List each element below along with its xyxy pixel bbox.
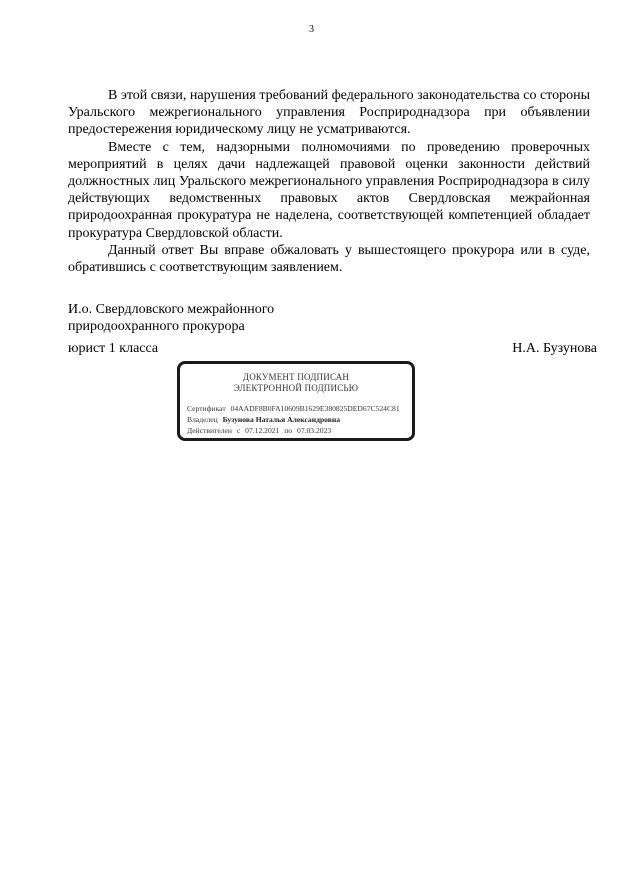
body-paragraph: Данный ответ Вы вправе обжаловать у вышестоящего прокурора или в суде, обратившись с соответствующим заявлением.	[68, 242, 590, 276]
signatory-title	[68, 302, 274, 335]
valid-to: 07.03.2023	[297, 426, 332, 435]
stamp-certificate-row	[187, 403, 412, 414]
certificate-value: 04AADF8B0FA10609B1629E380825DED67C524C81	[230, 404, 400, 413]
valid-from-label: с	[236, 426, 241, 435]
stamp-header	[180, 372, 412, 394]
certificate-label: Сертификат	[187, 404, 226, 413]
valid-from: 07.12.2021	[245, 426, 280, 435]
body-paragraph: В этой связи, нарушения требований федерального законодательства со стороны Уральского межрегионального управления Росприроднадзора при объявлении предостережения юридическому лицу не усматриваются.	[68, 88, 590, 138]
stamp-validity-row	[187, 425, 412, 436]
electronic-signature-stamp	[177, 361, 415, 441]
letter-body	[68, 87, 590, 276]
signatory-rank: юрист 1 класса	[68, 341, 159, 356]
signatory-title-line1: И.о. Свердловского межрайонного	[68, 302, 275, 317]
signatory-title-line2: природоохранного прокурора	[68, 318, 245, 334]
body-paragraph: Вместе с тем, надзорными полномочиями по проведению проверочных мероприятий в целях дачи надлежащей правовой оценки законности действий должностных лиц Уральского межрегионального управления Росприроднадзора в силу действующих ведомственных правовых актов Свердловская межрайонная природоохранная прокуратура не наделена, соответствующей компетенцией обладает прокуратура Свердловской области.	[68, 139, 590, 241]
valid-label: Действителен	[187, 426, 232, 435]
valid-to-label: по	[284, 426, 293, 435]
owner-label: Владелец	[187, 415, 218, 424]
stamp-details	[180, 403, 412, 436]
stamp-header-line2: ЭЛЕКТРОННОЙ ПОДПИСЬЮ	[233, 383, 359, 393]
stamp-owner-row	[187, 414, 412, 425]
page-number: 3	[309, 24, 314, 35]
stamp-header-line1: ДОКУМЕНТ ПОДПИСАН	[242, 372, 350, 382]
signatory-name: Н.А. Бузунова	[512, 341, 597, 356]
owner-value: Бузунова Наталья Александровна	[222, 415, 341, 424]
